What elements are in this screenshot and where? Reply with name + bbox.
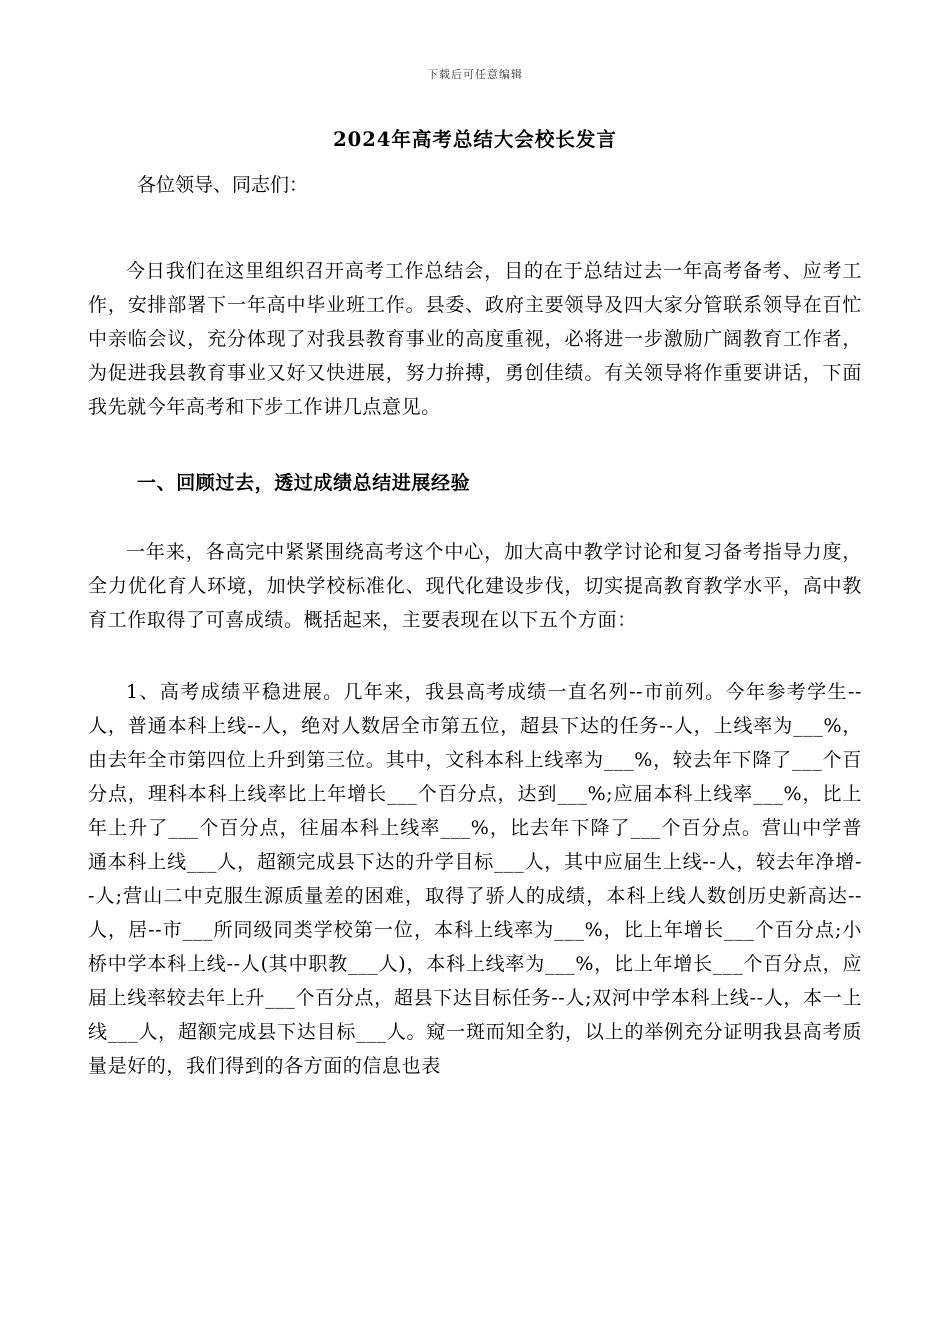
section-paragraph: 1、高考成绩平稳进展。几年来，我县高考成绩一直名列--市前列。今年参考学生--人，普通本科上线--人，绝对人数居全市第五位，超县下达的任务--人，上线率为___%，由去年全市第四位上升到第三位。其中，文科本科上线率为___%，较去年下降了___个百分点，理科本科上线率比上年增长___个百分点，达到___%;应届本科上线率___%，比上年上升了___个百分点，往届本科上线率___%，比去年下降了___个百分点。营山中学普通本科上线___人，超额完成县下达的升学目标___人，其中应届生上线--人，较去年净增--人;营山二中克服生源质量差的困难，取得了骄人的成绩，本科上线人数创历史新高达--人，居--市___所同级同类学校第一位，本科上线率为___%，比上年增长___个百分点;小桥中学本科上线--人(其中职教___人)，本科上线率为___%，比上年增长___个百分点，应届上线率较去年上升___个百分点，超县下达目标任务--人;双河中学本科上线--人，本一上线___人，超额完成县下达目标___人。窥一斑而知全豹，以上的举例充分证明我县高考质量是好的，我们得到的各方面的信息也表 — [88, 681, 862, 1077]
page-header-note: 下载后可任意编辑 — [427, 68, 523, 81]
document-title: 2024年高考总结大会校长发言 — [333, 128, 617, 151]
document-body — [88, 151, 862, 1083]
salutation: 各位领导、同志们： — [137, 174, 309, 196]
section-paragraph: 一年来，各高完中紧紧围绕高考这个中心，加大高中教学讨论和复习备考指导力度，全力优化育人环境，加快学校标准化、现代化建设步伐，切实提高教育教学水平，高中教育工作取得了可喜成绩。概括起来，主要表现在以下五个方面： — [88, 541, 862, 631]
section-heading: 一、回顾过去，透过成绩总结进展经验 — [137, 472, 471, 494]
intro-paragraph: 今日我们在这里组织召开高考工作总结会，目的在于总结过去一年高考备考、应考工作，安排部署下一年高中毕业班工作。县委、政府主要领导及四大家分管联系领导在百忙中亲临会议，充分体现了对我县教育事业的高度重视，必将进一步激励广阔教育工作者，为促进我县教育事业又好又快进展，努力拚搏，勇创佳绩。有关领导将作重要讲话，下面我先就今年高考和下步工作讲几点意见。 — [88, 260, 862, 418]
